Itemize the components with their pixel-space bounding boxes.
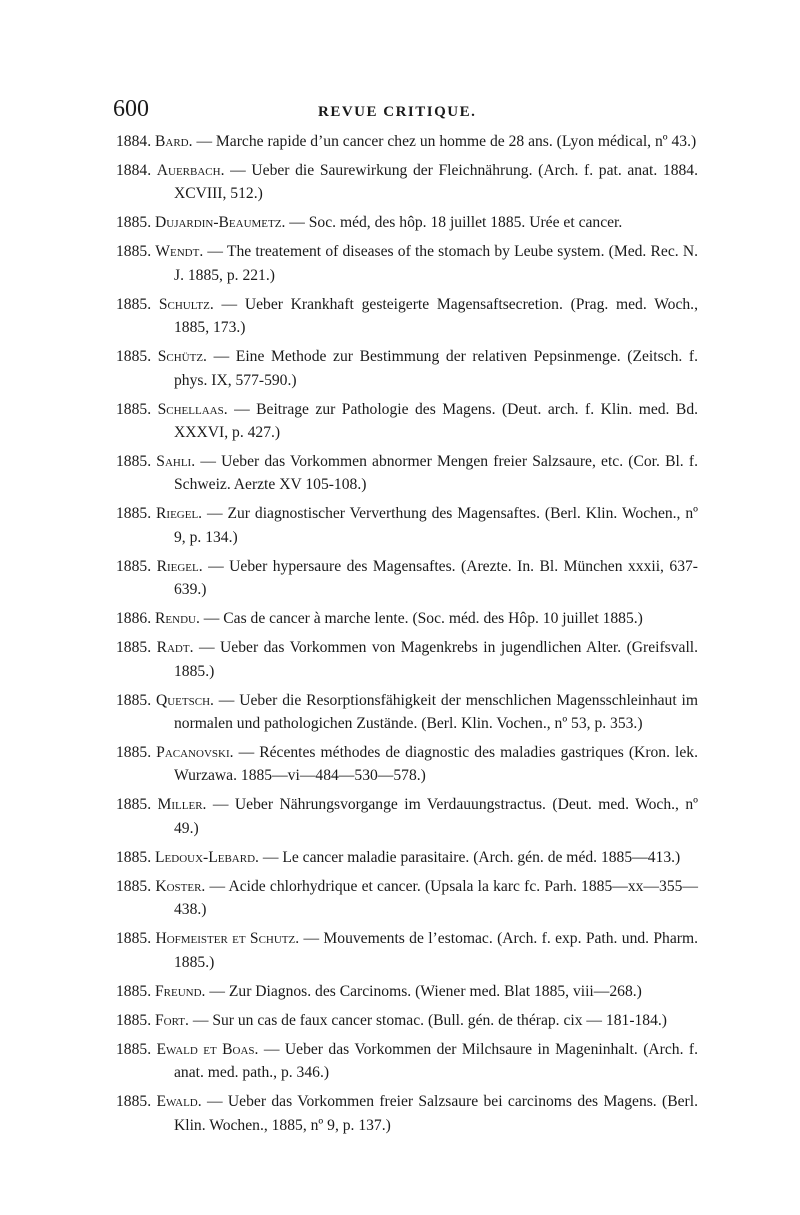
entry-author: Auerbach.: [156, 162, 225, 179]
bibliography-entry: [116, 450, 698, 497]
entry-text: — Ueber das Vorkommen abnormer Mengen freier Salzsaure, etc. (Cor. Bl. f. Schweiz. Aerzte XV 105-108.): [174, 453, 698, 494]
bibliography-entry: [116, 555, 698, 602]
entry-text: — Eine Methode zur Bestimmung der relativen Pepsinmenge. (Zeitsch. f. phys. IX, 577-590.): [174, 348, 698, 389]
bibliography-entry: [116, 607, 698, 630]
entry-year: 1885.: [116, 639, 152, 657]
entry-year: 1885.: [116, 1011, 152, 1029]
entry-year: 1885.: [116, 348, 152, 366]
running-head: [113, 96, 698, 126]
entry-year: 1885.: [116, 295, 152, 313]
entry-author: Sahli.: [156, 453, 196, 471]
entry-text: — Beitrage zur Pathologie des Magens. (Deut. arch. f. Klin. med. Bd. XXXVI, p. 427.): [174, 400, 699, 442]
entry-text: — Marche rapide d’un cancer chez un homme de 28 ans. (Lyon médical, nº 43.): [196, 133, 697, 150]
entry-author: Bard.: [155, 133, 193, 150]
entry-text: — Ueber das Vorkommen von Magenkrebs in jugendlichen Alter. (Greifsvall. 1885.): [174, 639, 699, 680]
entry-text: — Zur diagnostischer Ververthung des Magensaftes. (Berl. Klin. Wochen., nº 9, p. 134.): [174, 505, 698, 546]
entry-year: 1885.: [116, 982, 152, 1000]
bibliography-entry: [116, 980, 698, 1003]
entry-author: Dujardin-Beaumetz.: [155, 214, 286, 232]
bibliography-entry: [116, 130, 698, 153]
entry-year: 1885.: [116, 557, 152, 575]
entry-year: 1885.: [116, 691, 152, 709]
entry-text: — Mouvements de l’estomac. (Arch. f. exp. Path. und. Pharm. 1885.): [174, 930, 699, 971]
entry-year: 1884.: [116, 162, 152, 179]
entry-author: Wendt.: [155, 243, 204, 261]
entry-author: Schultz.: [158, 295, 214, 313]
entry-year: 1885.: [116, 505, 152, 523]
entry-text: — Le cancer maladie parasitaire. (Arch. gén. de méd. 1885—413.): [262, 848, 681, 866]
bibliography-entry: [116, 1009, 698, 1032]
bibliography-entry: [116, 1090, 698, 1137]
entry-text: — Ueber die Resorptionsfähigkeit der menschlichen Magensschleinhaut im normalen und pathologichen Zustände. (Berl. Klin. Vochen., nº 53, p. 353.): [174, 691, 699, 733]
entry-text: — Soc. méd, des hôp. 18 juillet 1885. Urée et cancer.: [289, 214, 623, 232]
entry-text: — The treatement of diseases of the stomach by Leube system. (Med. Rec. N. J. 1885, p. 221.): [174, 243, 698, 284]
bibliography-entry: [116, 793, 698, 840]
bibliography-entry: [116, 345, 698, 392]
page-number: 600: [113, 96, 149, 122]
entry-text: — Ueber die Saurewirkung der Fleichnährung. (Arch. f. pat. anat. 1884. XCVIII, 512.): [174, 162, 698, 203]
bibliography-entry: [116, 741, 698, 788]
entry-author: Koster.: [155, 877, 206, 895]
entry-author: Pacanovski.: [156, 744, 234, 762]
entry-text: — Ueber das Vorkommen freier Salzsaure bei carcinoms des Magens. (Berl. Klin. Wochen., 1885, nº 9, p. 137.): [174, 1093, 698, 1134]
entry-text: — Ueber hypersaure des Magensaftes. (Arezte. In. Bl. München xxxii, 637-639.): [174, 557, 698, 599]
bibliography-entry: [116, 502, 698, 549]
entry-year: 1885.: [116, 796, 152, 814]
entry-year: 1885.: [116, 214, 152, 232]
bibliography-entry: [116, 846, 698, 869]
entry-author: Schütz.: [157, 348, 207, 366]
entry-author: Riegel.: [156, 557, 203, 575]
entry-text: — Ueber Krankhaft gesteigerte Magensaftsecretion. (Prag. med. Woch., 1885, 173.): [174, 295, 698, 337]
bibliography-entry: [116, 159, 698, 206]
entry-text: — Sur un cas de faux cancer stomac. (Bull. gén. de thérap. cix — 181-184.): [192, 1011, 667, 1029]
entry-author: Hofmeister et Schutz.: [155, 930, 300, 948]
journal-title: REVUE CRITIQUE.: [318, 104, 477, 120]
bibliography-entry: [116, 1038, 698, 1085]
entry-year: 1886.: [116, 610, 152, 628]
entry-author: Riegel.: [156, 505, 203, 523]
bibliography-entry: [116, 875, 698, 922]
entry-text: — Cas de cancer à marche lente. (Soc. méd. des Hôp. 10 juillet 1885.): [203, 610, 643, 628]
bibliography-entry: [116, 398, 698, 445]
entry-author: Ledoux-Lebard.: [155, 848, 259, 866]
bibliography-entry: [116, 689, 698, 736]
entry-year: 1885.: [116, 400, 152, 418]
bibliography-entry: [116, 927, 698, 974]
entry-year: 1885.: [116, 453, 152, 471]
entry-text: — Récentes méthodes de diagnostic des maladies gastriques (Kron. lek. Wurzawa. 1885—vi—484—530—578.): [174, 744, 698, 785]
entry-text: — Ueber das Vorkommen der Milchsaure in Mageninhalt. (Arch. f. anat. med. path., p. 346.): [174, 1040, 698, 1082]
entry-text: — Acide chlorhydrique et cancer. (Upsala la karc fc. Parh. 1885—xx—355—438.): [174, 877, 699, 919]
entry-author: Rendu.: [155, 610, 200, 628]
entry-year: 1885.: [116, 848, 152, 866]
entry-year: 1885.: [116, 243, 152, 261]
entry-author: Ewald.: [156, 1093, 202, 1111]
entry-author: Fort.: [155, 1011, 189, 1029]
entry-author: Miller.: [157, 796, 207, 814]
entry-text: — Zur Diagnos. des Carcinoms. (Wiener med. Blat 1885, viii—268.): [209, 982, 642, 1000]
entry-author: Quetsch.: [155, 691, 214, 709]
entry-author: Schellaas.: [157, 400, 228, 418]
bibliography-entry: [116, 293, 698, 340]
entry-year: 1885.: [116, 877, 152, 895]
entry-year: 1884.: [116, 133, 152, 150]
entry-author: Freund.: [155, 982, 206, 1000]
entry-author: Radt.: [156, 639, 194, 657]
entry-year: 1885.: [116, 744, 152, 762]
entry-author: Ewald et Boas.: [156, 1040, 259, 1058]
bibliography-entry: [116, 240, 698, 287]
entry-year: 1885.: [116, 1040, 152, 1058]
bibliography-entry: [116, 636, 698, 683]
entry-year: 1885.: [116, 1093, 152, 1111]
bibliography-entry: [116, 211, 698, 234]
bibliography-list: [116, 130, 698, 1143]
entry-year: 1885.: [116, 930, 152, 948]
entry-text: — Ueber Nährungsvorgange im Verdauungstractus. (Deut. med. Woch., nº 49.): [174, 796, 698, 837]
